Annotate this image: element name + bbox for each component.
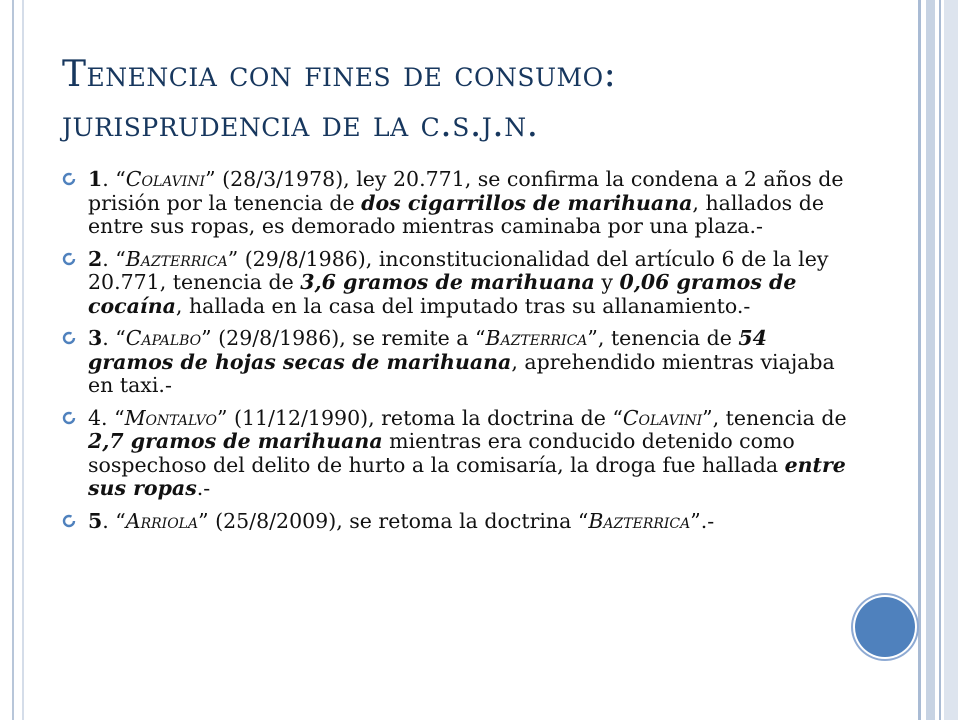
case-name: Capalbo: [125, 326, 202, 350]
case-name: Bazterrica: [125, 246, 228, 271]
case-item-colavini: 1. “Colavini” (28/3/1978), ley 20.771, se confirma la condena a 2 años de prisión por la tenencia de dos cigarrillos de marihuana, hallados de entre sus ropas, es demorado mientras caminaba por una plaza.-: [62, 168, 852, 239]
item-text: , tenencia de: [597, 326, 739, 350]
item-emphasis: 2,7 gramos de marihuana: [88, 429, 383, 453]
item-emphasis: 54 gramos de hojas secas de marihuana: [88, 326, 767, 374]
item-text: (29/8/1986), se remite a: [211, 326, 476, 350]
case-item-bazterrica: 2. “Bazterrica” (29/8/1986), inconstitucionalidad del artículo 6 de la ley 20.771, tenencia de 3,6 gramos de marihuana y 0,06 gramos de cocaína, hallada en la casa del imputado tras su allanamiento.-: [62, 248, 852, 319]
item-emphasis: dos cigarrillos de marihuana: [361, 190, 693, 215]
item-number: 5: [88, 508, 103, 533]
item-number: 3: [88, 326, 103, 350]
case-item-capalbo: 3. “Capalbo” (29/8/1986), se remite a “Bazterrica”, tenencia de 54 gramos de hojas secas de marihuana, aprehendido mientras viajaba en taxi.-: [62, 327, 852, 398]
bullet-icon: [62, 411, 76, 425]
item-text: (11/12/1990), retoma la doctrina de: [227, 405, 613, 430]
frame-inner-line: [22, 0, 24, 720]
edge-stripe: [944, 0, 958, 720]
case-item-montalvo: 4. “Montalvo” (11/12/1990), retoma la doctrina de “Colavini”, tenencia de 2,7 gramos de marihuana mientras era conducido detenido como sospechoso del delito de hurto a la comisaría, la droga fue hallada entre sus ropas.-: [62, 407, 852, 501]
item-text: , aprehendido mientras viajaba en taxi.-: [88, 349, 835, 397]
case-name: Colavini: [125, 167, 206, 191]
item-text: (29/8/1986), inconstitucionalidad del artículo 6 de la ley 20.771, tenencia de: [88, 246, 829, 294]
item-text: , hallados de entre sus ropas, es demorado mientras caminaba por una plaza.-: [88, 190, 824, 238]
bullet-icon: [62, 252, 76, 266]
case-name: Bazterrica: [485, 326, 588, 350]
case-item-arriola: 5. “Arriola” (25/8/2009), se retoma la doctrina “Bazterrica”.-: [62, 510, 852, 534]
case-name: Bazterrica: [588, 508, 691, 533]
case-list: [62, 168, 852, 542]
item-text: (28/3/1978), ley 20.771, se confirma la condena a 2 años de prisión por la tenencia de: [88, 167, 844, 215]
case-name: Arriola: [125, 508, 199, 533]
item-number: 2: [88, 246, 103, 271]
item-emphasis: 0,06 gramos de cocaína: [88, 270, 797, 318]
item-emphasis: entre sus ropas: [88, 452, 846, 500]
item-text: .-: [700, 508, 715, 533]
bullet-icon: [62, 514, 76, 528]
decorative-circle: [855, 597, 915, 657]
item-text: .-: [196, 476, 211, 500]
item-number: 1: [88, 167, 103, 191]
edge-stripe: [926, 0, 935, 720]
case-name: Colavini: [622, 405, 703, 430]
item-emphasis: 3,6 gramos de marihuana: [300, 270, 595, 294]
bullet-icon: [62, 172, 76, 186]
edge-stripe: [939, 0, 941, 720]
edge-stripe: [918, 0, 921, 720]
item-text: mientras era conducido detenido como sospechoso del delito de hurto a la comisaría, la droga fue hallada: [88, 429, 795, 477]
title-line-1: Tenencia con fines de consumo:: [62, 54, 617, 95]
item-text: y: [594, 270, 620, 294]
item-text: (25/8/2009), se retoma la doctrina: [208, 508, 578, 533]
title-line-2: jurisprudencia de la c.s.j.n.: [62, 104, 539, 145]
item-text: , hallada en la casa del imputado tras su allanamiento.-: [175, 293, 751, 318]
bullet-icon: [62, 331, 76, 345]
slide-title: [62, 50, 862, 150]
item-text: , tenencia de: [712, 405, 847, 430]
case-name: Montalvo: [124, 405, 217, 430]
item-number: 4: [88, 405, 102, 430]
